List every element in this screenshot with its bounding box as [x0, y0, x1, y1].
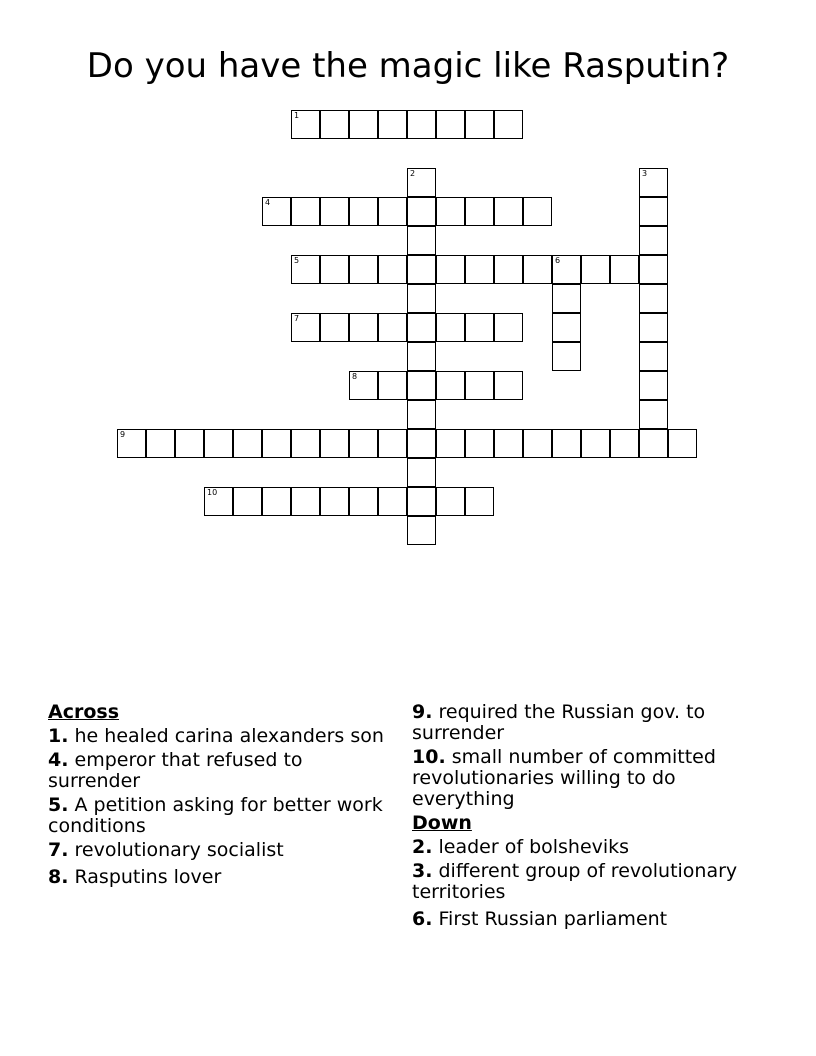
grid-cell[interactable] — [407, 110, 436, 139]
grid-cell[interactable] — [378, 313, 407, 342]
grid-cell[interactable] — [233, 429, 262, 458]
down-clue-3: 3. different group of revolutionary territories — [412, 860, 738, 903]
grid-cell[interactable] — [465, 429, 494, 458]
grid-cell[interactable] — [291, 110, 320, 139]
across-clue-9: 9. required the Russian gov. to surrender — [412, 701, 706, 744]
down-clue-6: 6. First Russian parliament — [412, 908, 668, 930]
grid-cell[interactable] — [465, 313, 494, 342]
grid-cell[interactable] — [291, 429, 320, 458]
grid-cell[interactable] — [436, 429, 465, 458]
grid-cell[interactable] — [610, 255, 639, 284]
grid-cell[interactable] — [204, 429, 233, 458]
grid-cell[interactable] — [378, 110, 407, 139]
grid-cell[interactable] — [639, 429, 668, 458]
grid-cell[interactable] — [610, 429, 639, 458]
grid-cell[interactable] — [407, 487, 436, 516]
grid-cell[interactable] — [465, 110, 494, 139]
grid-cell[interactable] — [291, 313, 320, 342]
grid-cell[interactable] — [349, 371, 378, 400]
across-heading: Across — [48, 701, 120, 723]
grid-cell[interactable] — [552, 313, 581, 342]
grid-cell[interactable] — [349, 197, 378, 226]
grid-cell[interactable] — [494, 313, 523, 342]
down-heading: Down — [412, 812, 472, 834]
grid-cell[interactable] — [639, 284, 668, 313]
cell-number-1: 1 — [294, 111, 300, 120]
grid-cell[interactable] — [436, 487, 465, 516]
grid-cell[interactable] — [291, 255, 320, 284]
grid-cell[interactable] — [349, 429, 378, 458]
grid-cell[interactable] — [494, 429, 523, 458]
grid-cell[interactable] — [349, 255, 378, 284]
cell-number-3: 3 — [642, 169, 648, 178]
grid-cell[interactable] — [523, 197, 552, 226]
grid-cell[interactable] — [407, 313, 436, 342]
grid-cell[interactable] — [291, 197, 320, 226]
grid-cell[interactable] — [320, 255, 349, 284]
grid-cell[interactable] — [407, 400, 436, 429]
grid-cell[interactable] — [436, 197, 465, 226]
grid-cell[interactable] — [378, 197, 407, 226]
cell-number-2: 2 — [410, 169, 416, 178]
grid-cell[interactable] — [581, 255, 610, 284]
cell-number-10: 10 — [207, 488, 218, 497]
across-clue-5: 5. A petition asking for better work conditions — [48, 794, 383, 837]
grid-cell[interactable] — [233, 487, 262, 516]
grid-cell[interactable] — [175, 429, 204, 458]
grid-cell[interactable] — [407, 168, 436, 197]
grid-cell[interactable] — [494, 255, 523, 284]
clues-right-column — [412, 702, 742, 933]
across-clue-7: 7. revolutionary socialist — [48, 839, 284, 861]
clues-left-column — [48, 702, 388, 891]
grid-cell[interactable] — [639, 371, 668, 400]
grid-cell[interactable] — [581, 429, 610, 458]
down-clue-2: 2. leader of bolsheviks — [412, 836, 630, 858]
grid-cell[interactable] — [407, 458, 436, 487]
grid-cell[interactable] — [407, 429, 436, 458]
grid-cell[interactable] — [639, 197, 668, 226]
grid-cell[interactable] — [407, 371, 436, 400]
grid-cell[interactable] — [378, 255, 407, 284]
grid-cell[interactable] — [639, 255, 668, 284]
grid-cell[interactable] — [320, 429, 349, 458]
cell-number-7: 7 — [294, 314, 300, 323]
grid-cell[interactable] — [465, 197, 494, 226]
grid-cell[interactable] — [668, 429, 697, 458]
grid-cell[interactable] — [523, 255, 552, 284]
grid-cell[interactable] — [436, 371, 465, 400]
grid-cell[interactable] — [378, 487, 407, 516]
grid-cell[interactable] — [349, 110, 378, 139]
cell-number-9: 9 — [120, 430, 126, 439]
grid-cell[interactable] — [494, 371, 523, 400]
across-clue-1: 1. he healed carina alexanders son — [48, 725, 384, 747]
grid-cell[interactable] — [407, 342, 436, 371]
cell-number-5: 5 — [294, 256, 300, 265]
grid-cell[interactable] — [320, 110, 349, 139]
grid-cell[interactable] — [465, 371, 494, 400]
across-clue-4: 4. emperor that refused to surrender — [48, 749, 303, 792]
grid-cell[interactable] — [494, 197, 523, 226]
grid-cell[interactable] — [639, 342, 668, 371]
grid-cell[interactable] — [407, 255, 436, 284]
grid-cell[interactable] — [639, 313, 668, 342]
grid-cell[interactable] — [552, 255, 581, 284]
cell-number-6: 6 — [555, 256, 561, 265]
grid-cell[interactable] — [407, 226, 436, 255]
grid-cell[interactable] — [349, 487, 378, 516]
grid-cell[interactable] — [436, 313, 465, 342]
grid-cell[interactable] — [465, 255, 494, 284]
grid-cell[interactable] — [378, 429, 407, 458]
grid-cell[interactable] — [320, 313, 349, 342]
across-clue-10: 10. small number of committed revolutionaries willing to do everything — [412, 746, 716, 810]
grid-cell[interactable] — [349, 313, 378, 342]
grid-cell[interactable] — [291, 487, 320, 516]
grid-cell[interactable] — [407, 284, 436, 313]
grid-cell[interactable] — [378, 371, 407, 400]
grid-cell[interactable] — [407, 516, 436, 545]
across-clue-8: 8. Rasputins lover — [48, 866, 222, 888]
grid-cell[interactable] — [204, 487, 233, 516]
grid-cell[interactable] — [407, 197, 436, 226]
grid-cell[interactable] — [262, 429, 291, 458]
grid-cell[interactable] — [639, 400, 668, 429]
grid-cell[interactable] — [146, 429, 175, 458]
grid-cell[interactable] — [436, 255, 465, 284]
grid-cell[interactable] — [639, 226, 668, 255]
grid-cell[interactable] — [320, 197, 349, 226]
grid-cell[interactable] — [320, 487, 349, 516]
grid-cell[interactable] — [262, 487, 291, 516]
grid-cell[interactable] — [494, 110, 523, 139]
grid-cell[interactable] — [552, 342, 581, 371]
cell-number-4: 4 — [265, 198, 271, 207]
grid-cell[interactable] — [639, 168, 668, 197]
page-title: Do you have the magic like Rasputin? — [86, 46, 730, 86]
grid-cell[interactable] — [117, 429, 146, 458]
cell-number-8: 8 — [352, 372, 358, 381]
grid-cell[interactable] — [262, 197, 291, 226]
grid-cell[interactable] — [552, 429, 581, 458]
grid-cell[interactable] — [436, 110, 465, 139]
grid-cell[interactable] — [465, 487, 494, 516]
grid-cell[interactable] — [523, 429, 552, 458]
grid-cell[interactable] — [552, 284, 581, 313]
